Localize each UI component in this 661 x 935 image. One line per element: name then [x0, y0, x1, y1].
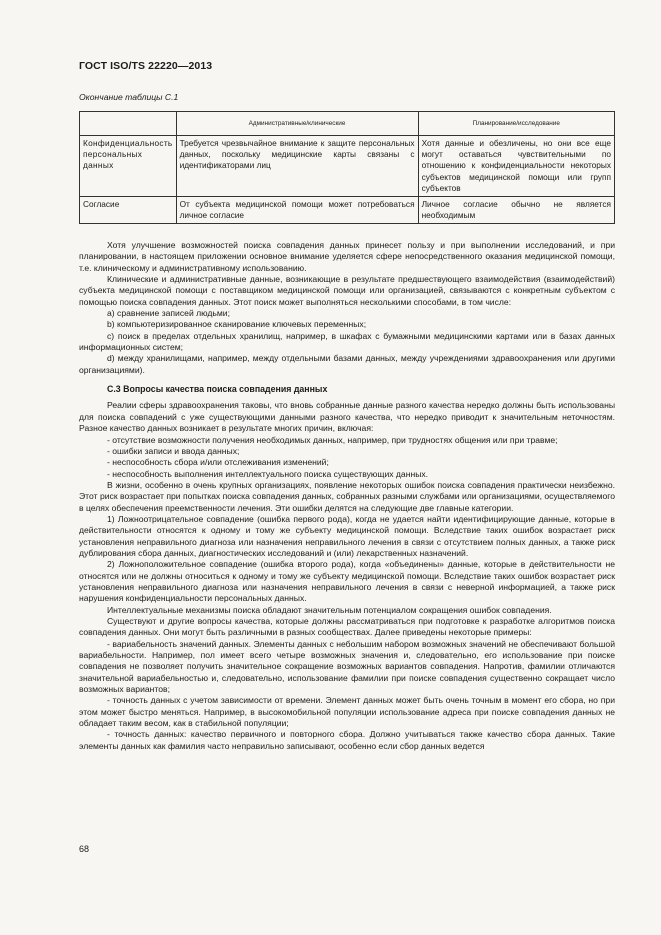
body-text: [79, 240, 615, 752]
paragraph: - вариабельность значений данных. Элементы данных с небольшим набором возможных значений не обеспечивают большой вариабельности. Например, пол имеет всего четыре возможных значения и, следовательно, его использование при поиске совпадения не позволяет получить значительное сокращение возможных вариантов совпадения. Напротив, фамилии отличаются значительной вариабельностью и, следовательно, использование фамилии при поиске совпадения существенно сокращает число возможных вариантов;: [79, 638, 615, 695]
list-item: - неспособность выполнения интеллектуального поиска существующих данных.: [107, 468, 429, 479]
list-item: b) компьютеризированное сканирование ключевых переменных;: [107, 319, 367, 330]
table-header-admin: Административные/клинические: [176, 112, 418, 136]
row-admin-cell: От субъекта медицинской помощи может потребоваться личное согласие: [176, 197, 418, 224]
comparison-table: [79, 111, 615, 224]
table-header-row: [80, 112, 615, 136]
row-label: Согласие: [80, 197, 177, 224]
row-label: Конфиденциальность персональных данных: [80, 136, 177, 197]
paragraph: Клинические и административные данные, возникающие в результате предшествующего взаимодействия (взаимодействий) субъекта медицинской помощи с поставщиком медицинской помощи или организацией, связываются с конкретным субъектом с помощью поиска совпадения данных. Этот поиск может выполняться несколькими способами, в том числе:: [79, 274, 615, 307]
page-number: 68: [79, 844, 90, 854]
section-title: С.3 Вопросы качества поиска совпадения данных: [107, 384, 328, 395]
row-admin-cell: Требуется чрезвычайное внимание к защите персональных данных, поскольку медицинские карты связаны с идентификаторами лиц: [176, 136, 418, 197]
paragraph: Хотя улучшение возможностей поиска совпадения данных принесет пользу и при выполнении исследований, и при планировании, в настоящем приложении основное внимание уделяется сфере непосредственного оказания медицинской помощи, т.е. клиническому и административному использованию.: [79, 240, 615, 273]
table-row: [80, 136, 615, 197]
table-header-research: Планирование/исследование: [418, 112, 614, 136]
list-item: - неспособность сбора и/или отслеживания изменений;: [107, 457, 329, 468]
row-research-cell: Хотя данные и обезличены, но они все еще могут оставаться чувствительными по отношению к конфиденциальности некоторых субъектов медицинской помощи или групп субъектов: [418, 136, 614, 197]
paragraph: 1) Ложноотрицательное совпадение (ошибка первого рода), когда не удается найти идентифицирующие данные, которые в действительности относятся к одному и тому же субъекту медицинской помощи. Вследствие таких ошибок возрастает риск установления неправильного диагноза или назначения неправильного лечения в связи с отсутствием полных данных, а также риск дублирования сбора данных, диагностических исследований и (или) лекарственных назначений.: [79, 513, 615, 558]
paragraph: 2) Ложноположительное совпадение (ошибка второго рода), когда «объединены» данные, которые в действительности не относятся или не должны относиться к одному и тому же субъекту медицинской помощи. Вследствие таких ошибок возрастает риск установления неправильного диагноза или назначения неправильного лечения в связи с неверной информацией, а также риск нарушения конфиденциальности персональных данных.: [79, 559, 615, 604]
list-item: - ошибки записи и ввода данных;: [107, 445, 240, 456]
list-item: - отсутствие возможности получения необходимых данных, например, при трудностях общения или при травме;: [107, 434, 558, 445]
list-item: d) между хранилищами, например, между отдельными базами данных, между учреждениями здравоохранения или другими организациями).: [79, 353, 615, 375]
list-item: a) сравнение записей людьми;: [107, 308, 230, 319]
standard-header: ГОСТ ISO/TS 22220—2013: [79, 60, 213, 72]
table-row: [80, 197, 615, 224]
paragraph: - точность данных: качество первичного и повторного сбора. Должно учитываться также качество сбора данных. Такие элементы данных как фамилия часто неправильно записывают, особенно если сбор данных ведется: [79, 729, 615, 751]
table-header-empty: [80, 112, 177, 136]
list-item: c) поиск в пределах отдельных хранилищ, например, в шкафах с бумажными медицинскими картами или в базах данных информационных систем;: [79, 330, 615, 353]
paragraph: Существуют и другие вопросы качества, которые должны рассматриваться при подготовке к разработке алгоритмов поиска совпадения данных. Они могут быть различными в разных сообществах. Далее приведены некоторые примеры:: [79, 616, 615, 638]
paragraph: Интеллектуальные механизмы поиска обладают значительным потенциалом сокращения ошибок совпадения.: [107, 604, 552, 615]
paragraph: Реалии сферы здравоохранения таковы, что вновь собранные данные разного качества нередко должны быть использованы для поиска совпадений с уже существующими данными разного качества, что нередко приводит к значительным неточностям. Разное качество данных возникает в результате многих причин, включая:: [79, 400, 615, 434]
paragraph: В жизни, особенно в очень крупных организациях, появление некоторых ошибок поиска совпадения практически неизбежно. Этот риск возрастает при попытках поиска совпадения данных, собранных разными службами или организациями, осуществляемого в целях обеспечения преемственности лечения. Эти ошибки делятся на следующие две главные категории.: [79, 479, 615, 513]
paragraph: - точность данных с учетом зависимости от времени. Элемент данных может быть очень точным в момент его сбора, но при этом может быстро меняться. Например, в высокомобильной популяции использование адреса при поиске совпадения данных не обладает таким весом, как в стабильной популяции;: [79, 695, 615, 729]
row-research-cell: Личное согласие обычно не является необходимым: [418, 197, 614, 224]
table-caption: Окончание таблицы С.1: [79, 92, 179, 102]
